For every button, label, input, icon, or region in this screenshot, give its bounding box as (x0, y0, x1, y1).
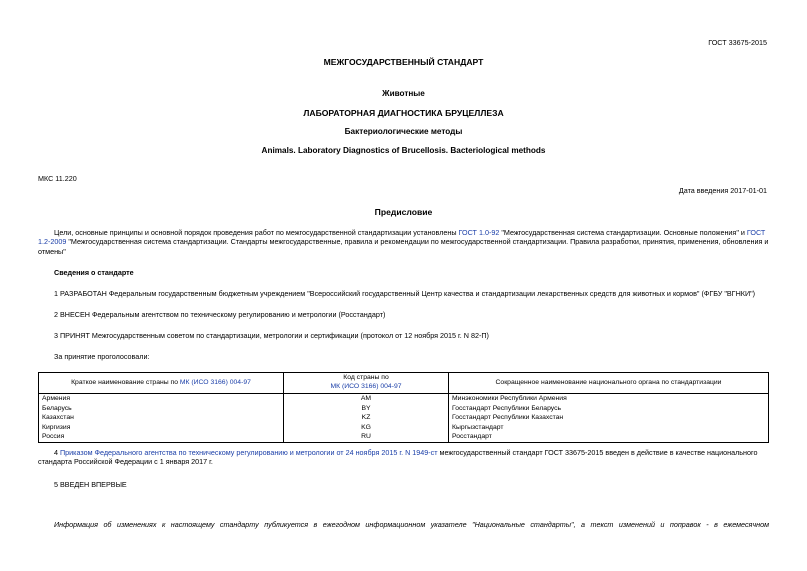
document-code: ГОСТ 33675-2015 (708, 38, 767, 47)
rosstandart-order-link[interactable]: Приказом Федерального агентства по техническому регулированию и метрологии от 24 ноября 2015 г. N 1949-ст (60, 448, 438, 457)
foreword-text-2: "Межгосударственная система стандартизации. Основные положения" и (499, 228, 747, 237)
subject-title: Животные (382, 89, 425, 98)
item4-text: межгосударственный стандарт ГОСТ 33675-2015 введен в действие в качестве национального стандарта Российской Федерации с 1 января 2017 г. (38, 448, 758, 467)
standards-body-cell: Минэкономики Республики Армения (449, 394, 769, 404)
voting-countries-table (38, 372, 769, 443)
standards-body-cell: Кыргызстандарт (449, 423, 769, 433)
mks-code: МКС 11.220 (38, 174, 77, 183)
gost-1-2-2009-link[interactable]: ГОСТ 1.2-2009 (38, 228, 766, 247)
about-standard-heading: Сведения о стандарте (54, 268, 134, 277)
code-cell: AM (284, 394, 449, 404)
voted-for-label: За принятие проголосовали: (54, 352, 150, 361)
country-name-header (39, 373, 284, 394)
country-cell: Россия (39, 432, 284, 442)
intro-date: Дата введения 2017-01-01 (678, 186, 767, 195)
standards-body-cell: Госстандарт Республики Казахстан (449, 413, 769, 423)
table-row (39, 432, 769, 442)
gost-1-0-92-link[interactable]: ГОСТ 1.0-92 (458, 228, 500, 237)
standard-type-title: МЕЖГОСУДАРСТВЕННЫЙ СТАНДАРТ (323, 57, 484, 67)
country-cell: Армения (39, 394, 284, 404)
english-title: Animals. Laboratory Diagnostics of Brucellosis. Bacteriological methods (261, 146, 546, 155)
standards-body-cell: Госстандарт Республики Беларусь (449, 404, 769, 414)
code-cell: BY (284, 404, 449, 414)
adopted-by-item: 3 ПРИНЯТ Межгосударственным советом по стандартизации, метрологии и сертификации (протокол от 12 ноября 2015 г. N 82-П) (54, 331, 489, 340)
table-row (39, 423, 769, 433)
first-introduced-item: 5 ВВЕДЕН ВПЕРВЫЕ (54, 480, 127, 489)
standards-body-cell: Росстандарт (449, 432, 769, 442)
code-cell: KZ (284, 413, 449, 423)
table-header-row (39, 373, 769, 394)
foreword-text-1: Цели, основные принципы и основной порядок проведения работ по межгосударственной стандартизации установлены (54, 228, 459, 237)
foreword-text-3: "Межгосударственная система стандартизации. Стандарты межгосударственные, правила и рекомендации по межгосударственной стандартизации. Правила разработки, принятия, применения, обновления и отмены" (38, 237, 769, 256)
code-cell: KG (284, 423, 449, 433)
foreword-heading: Предисловие (374, 207, 433, 217)
country-name-header-text: Краткое наименование страны по (71, 378, 180, 386)
table-row (39, 413, 769, 423)
enacted-by-item (38, 448, 769, 467)
country-code-header-text: Код страны по (343, 374, 389, 382)
subtitle: Бактериологические методы (344, 127, 463, 136)
main-title: ЛАБОРАТОРНАЯ ДИАГНОСТИКА БРУЦЕЛЛЕЗА (303, 108, 504, 118)
submitted-by-item: 2 ВНЕСЕН Федеральным агентством по техническому регулированию и метрологии (Росстандарт) (54, 310, 386, 319)
code-cell: RU (284, 432, 449, 442)
foreword-paragraph (38, 228, 769, 256)
mk-iso-code-link[interactable]: МК (ИСО 3166) 004-97 (330, 383, 402, 390)
country-cell: Казахстан (39, 413, 284, 423)
country-cell: Беларусь (39, 404, 284, 414)
standards-body-header: Сокращенное наименование национального органа по стандартизации (449, 373, 769, 394)
item4-number: 4 (54, 448, 60, 457)
developed-by-item: 1 РАЗРАБОТАН Федеральным государственным бюджетным учреждением "Всероссийский государственный Центр качества и стандартизации лекарственных средств для животных и кормов" (ФГБУ "ВГНКИ") (54, 289, 756, 298)
table-row (39, 404, 769, 414)
changes-info-paragraph: Информация об изменениях к настоящему стандарту публикуется в ежегодном информационном указателе "Национальные стандарты", а текст изменений и поправок - в ежемесячном (54, 520, 769, 529)
table-row (39, 394, 769, 404)
country-cell: Киргизия (39, 423, 284, 433)
mk-iso-link[interactable]: МК (ИСО 3166) 004-97 (179, 378, 251, 386)
country-code-header (284, 373, 449, 394)
